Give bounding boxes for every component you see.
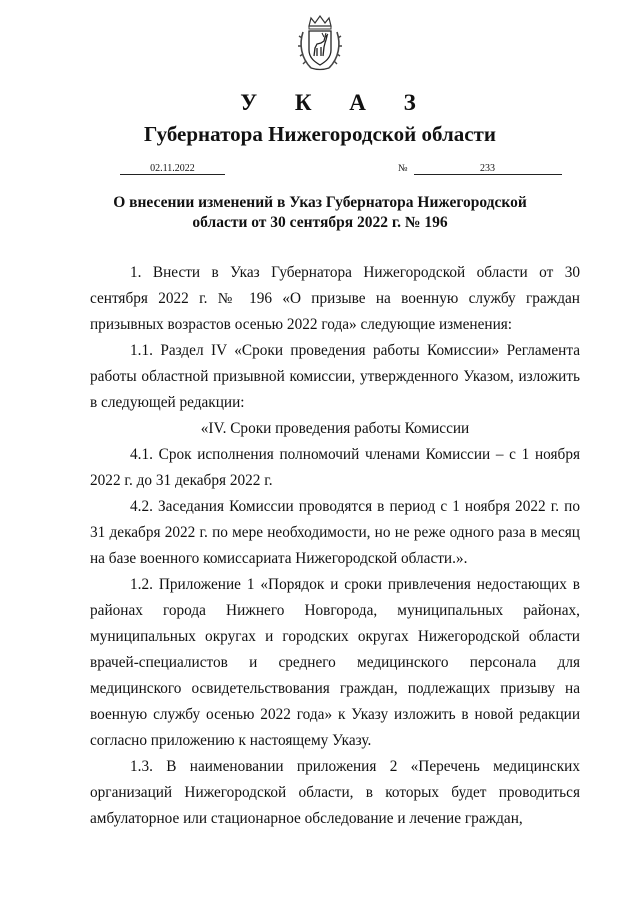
issuing-authority: Губернатора Нижегородской области bbox=[144, 122, 496, 146]
decree-number-value: 233 bbox=[414, 163, 562, 175]
subject-line-2: области от 30 сентября 2022 г. № 196 bbox=[192, 214, 448, 231]
paragraph-4-2: 4.2. Заседания Комиссии проводятся в период с 1 ноября 2022 г. по 31 декабря 2022 г. по мере необходимости, но не реже одного раза в месяц на базе военного комиссариата Нижегородской области.». bbox=[90, 498, 580, 567]
decree-number bbox=[398, 163, 562, 175]
paragraph-4-1: 4.1. Срок исполнения полномочий членами Комиссии – с 1 ноября 2022 г. до 31 декабря 2022 г. bbox=[90, 446, 580, 489]
subject-line-1: О внесении изменений в Указ Губернатора Нижегородской bbox=[113, 194, 527, 211]
paragraph-1-3: 1.3. В наименовании приложения 2 «Перечень медицинских организаций Нижегородской области, в которых будет проводиться амбулаторное или стационарное обследование и лечение граждан, bbox=[90, 758, 580, 827]
number-label: № bbox=[398, 163, 408, 174]
paragraph-1-2: 1.2. Приложение 1 «Порядок и сроки привлечения недостающих в районах города Нижнего Новгорода, муниципальных районах, муниципальных округах и городских округах Нижегородской области врачей-специалистов и среднего медицинского персонала для медицинского освидетельствования граждан, подлежащих призыву на военную службу осенью 2022 года» к Указу изложить в новой редакции согласно приложению к настоящему Указу. bbox=[90, 576, 580, 749]
decree-subject bbox=[100, 193, 540, 233]
decree-body bbox=[90, 260, 580, 832]
decree-heading: У К А З bbox=[240, 90, 432, 115]
coat-of-arms-emblem-icon bbox=[297, 14, 343, 72]
paragraph-1: 1. Внести в Указ Губернатора Нижегородской области от 30 сентября 2022 г. № 196 «О призыве на военную службу граждан призывных возрастов осенью 2022 года» следующие изменения: bbox=[90, 264, 580, 333]
paragraph-1-1: 1.1. Раздел IV «Сроки проведения работы Комиссии» Регламента работы областной призывной комиссии, утвержденного Указом, изложить в следующей редакции: bbox=[90, 342, 580, 411]
decree-date bbox=[120, 163, 225, 175]
section-heading: «IV. Сроки проведения работы Комиссии bbox=[200, 420, 470, 437]
decree-date-value: 02.11.2022 bbox=[120, 163, 225, 175]
